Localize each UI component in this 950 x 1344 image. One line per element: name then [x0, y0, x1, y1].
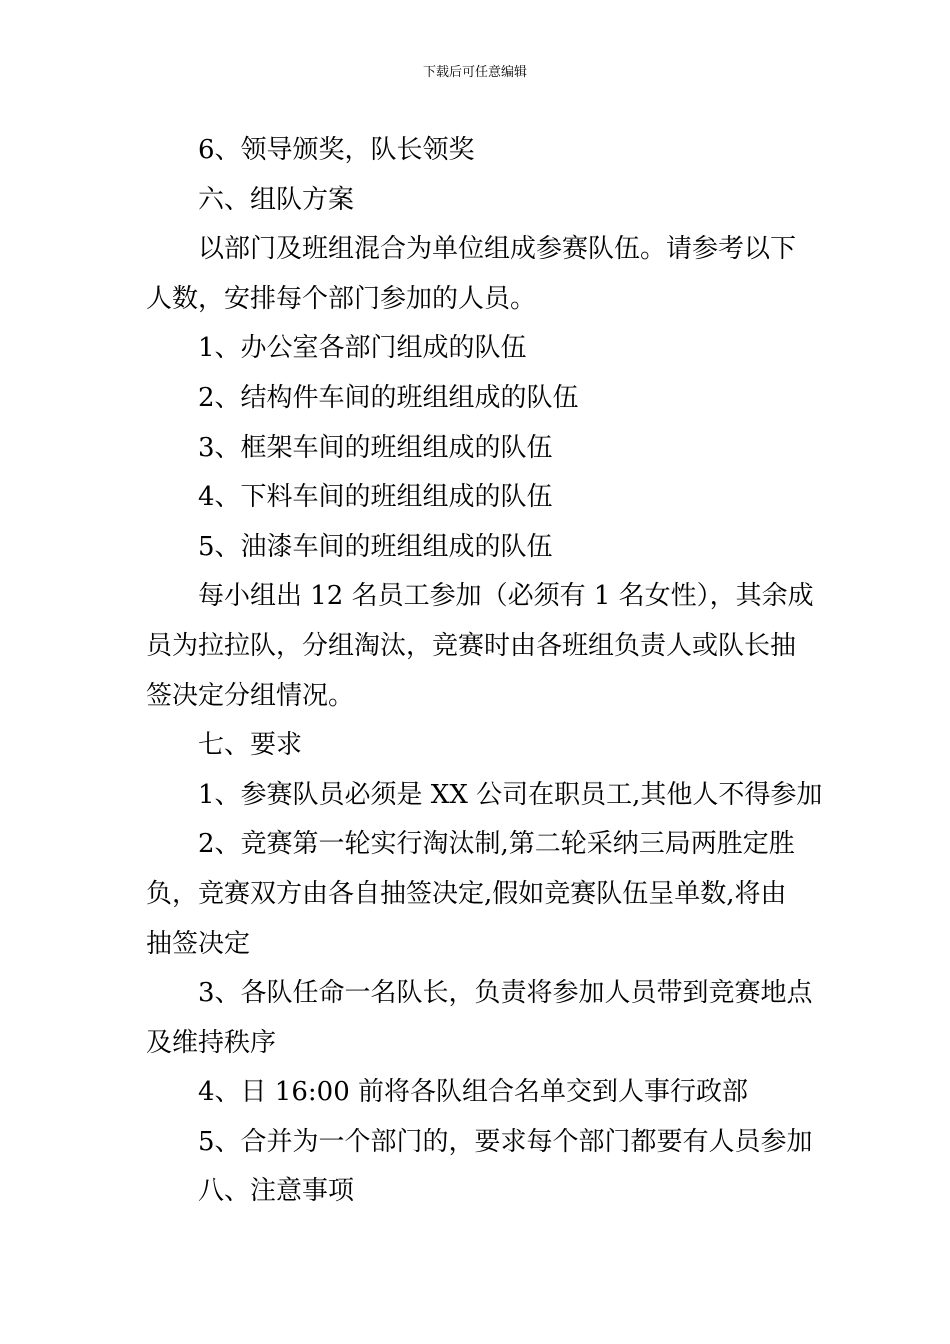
paragraph-group-rules: 每小组出 12 名员工参加（必须有 1 名女性），其余成 — [198, 581, 814, 612]
page-header: 下载后可任意编辑 — [422, 65, 527, 80]
section-heading-team-plan: 六、组队方案 — [198, 184, 355, 215]
section-heading-requirements: 七、要求 — [198, 730, 303, 761]
paragraph-group-rules-end: 签决定分组情况。 — [146, 680, 355, 711]
requirement-item-2-continued: 负，竞赛双方由各自抽签决定,假如竞赛队伍呈单数,将由 — [146, 878, 787, 909]
requirement-item-1: 1、参赛队员必须是 XX 公司在职员工,其他人不得参加 — [198, 779, 823, 810]
requirement-item-3-continued: 及维持秩序 — [146, 1027, 277, 1058]
requirement-item-5: 5、合并为一个部门的，要求每个部门都要有人员参加 — [198, 1126, 813, 1157]
requirement-item-2: 2、竞赛第一轮实行淘汰制,第二轮采纳三局两胜定胜 — [198, 829, 795, 860]
team-list-item-5: 5、油漆车间的班组组成的队伍 — [198, 531, 553, 562]
team-list-item-1: 1、办公室各部门组成的队伍 — [198, 333, 527, 364]
paragraph-team-composition-continued: 人数，安排每个部门参加的人员。 — [146, 283, 537, 314]
requirement-item-3: 3、各队任命一名队长，负责将参加人员带到竞赛地点 — [198, 978, 813, 1009]
item-award-ceremony: 6、领导颁奖，队长领奖 — [198, 135, 475, 165]
requirement-item-4: 4、日 16:00 前将各队组合名单交到人事行政部 — [198, 1077, 748, 1108]
section-heading-notes: 八、注意事项 — [198, 1176, 355, 1207]
paragraph-team-composition: 以部门及班组混合为单位组成参赛队伍。请参考以下 — [198, 234, 797, 265]
requirement-item-2-end: 抽签决定 — [146, 928, 251, 959]
team-list-item-2: 2、结构件车间的班组组成的队伍 — [198, 382, 579, 413]
team-list-item-4: 4、下料车间的班组组成的队伍 — [198, 482, 553, 513]
paragraph-group-rules-continued: 员为拉拉队，分组淘汰，竞赛时由各班组负责人或队长抽 — [146, 630, 797, 661]
team-list-item-3: 3、框架车间的班组组成的队伍 — [198, 432, 553, 463]
document-body — [146, 130, 823, 1221]
